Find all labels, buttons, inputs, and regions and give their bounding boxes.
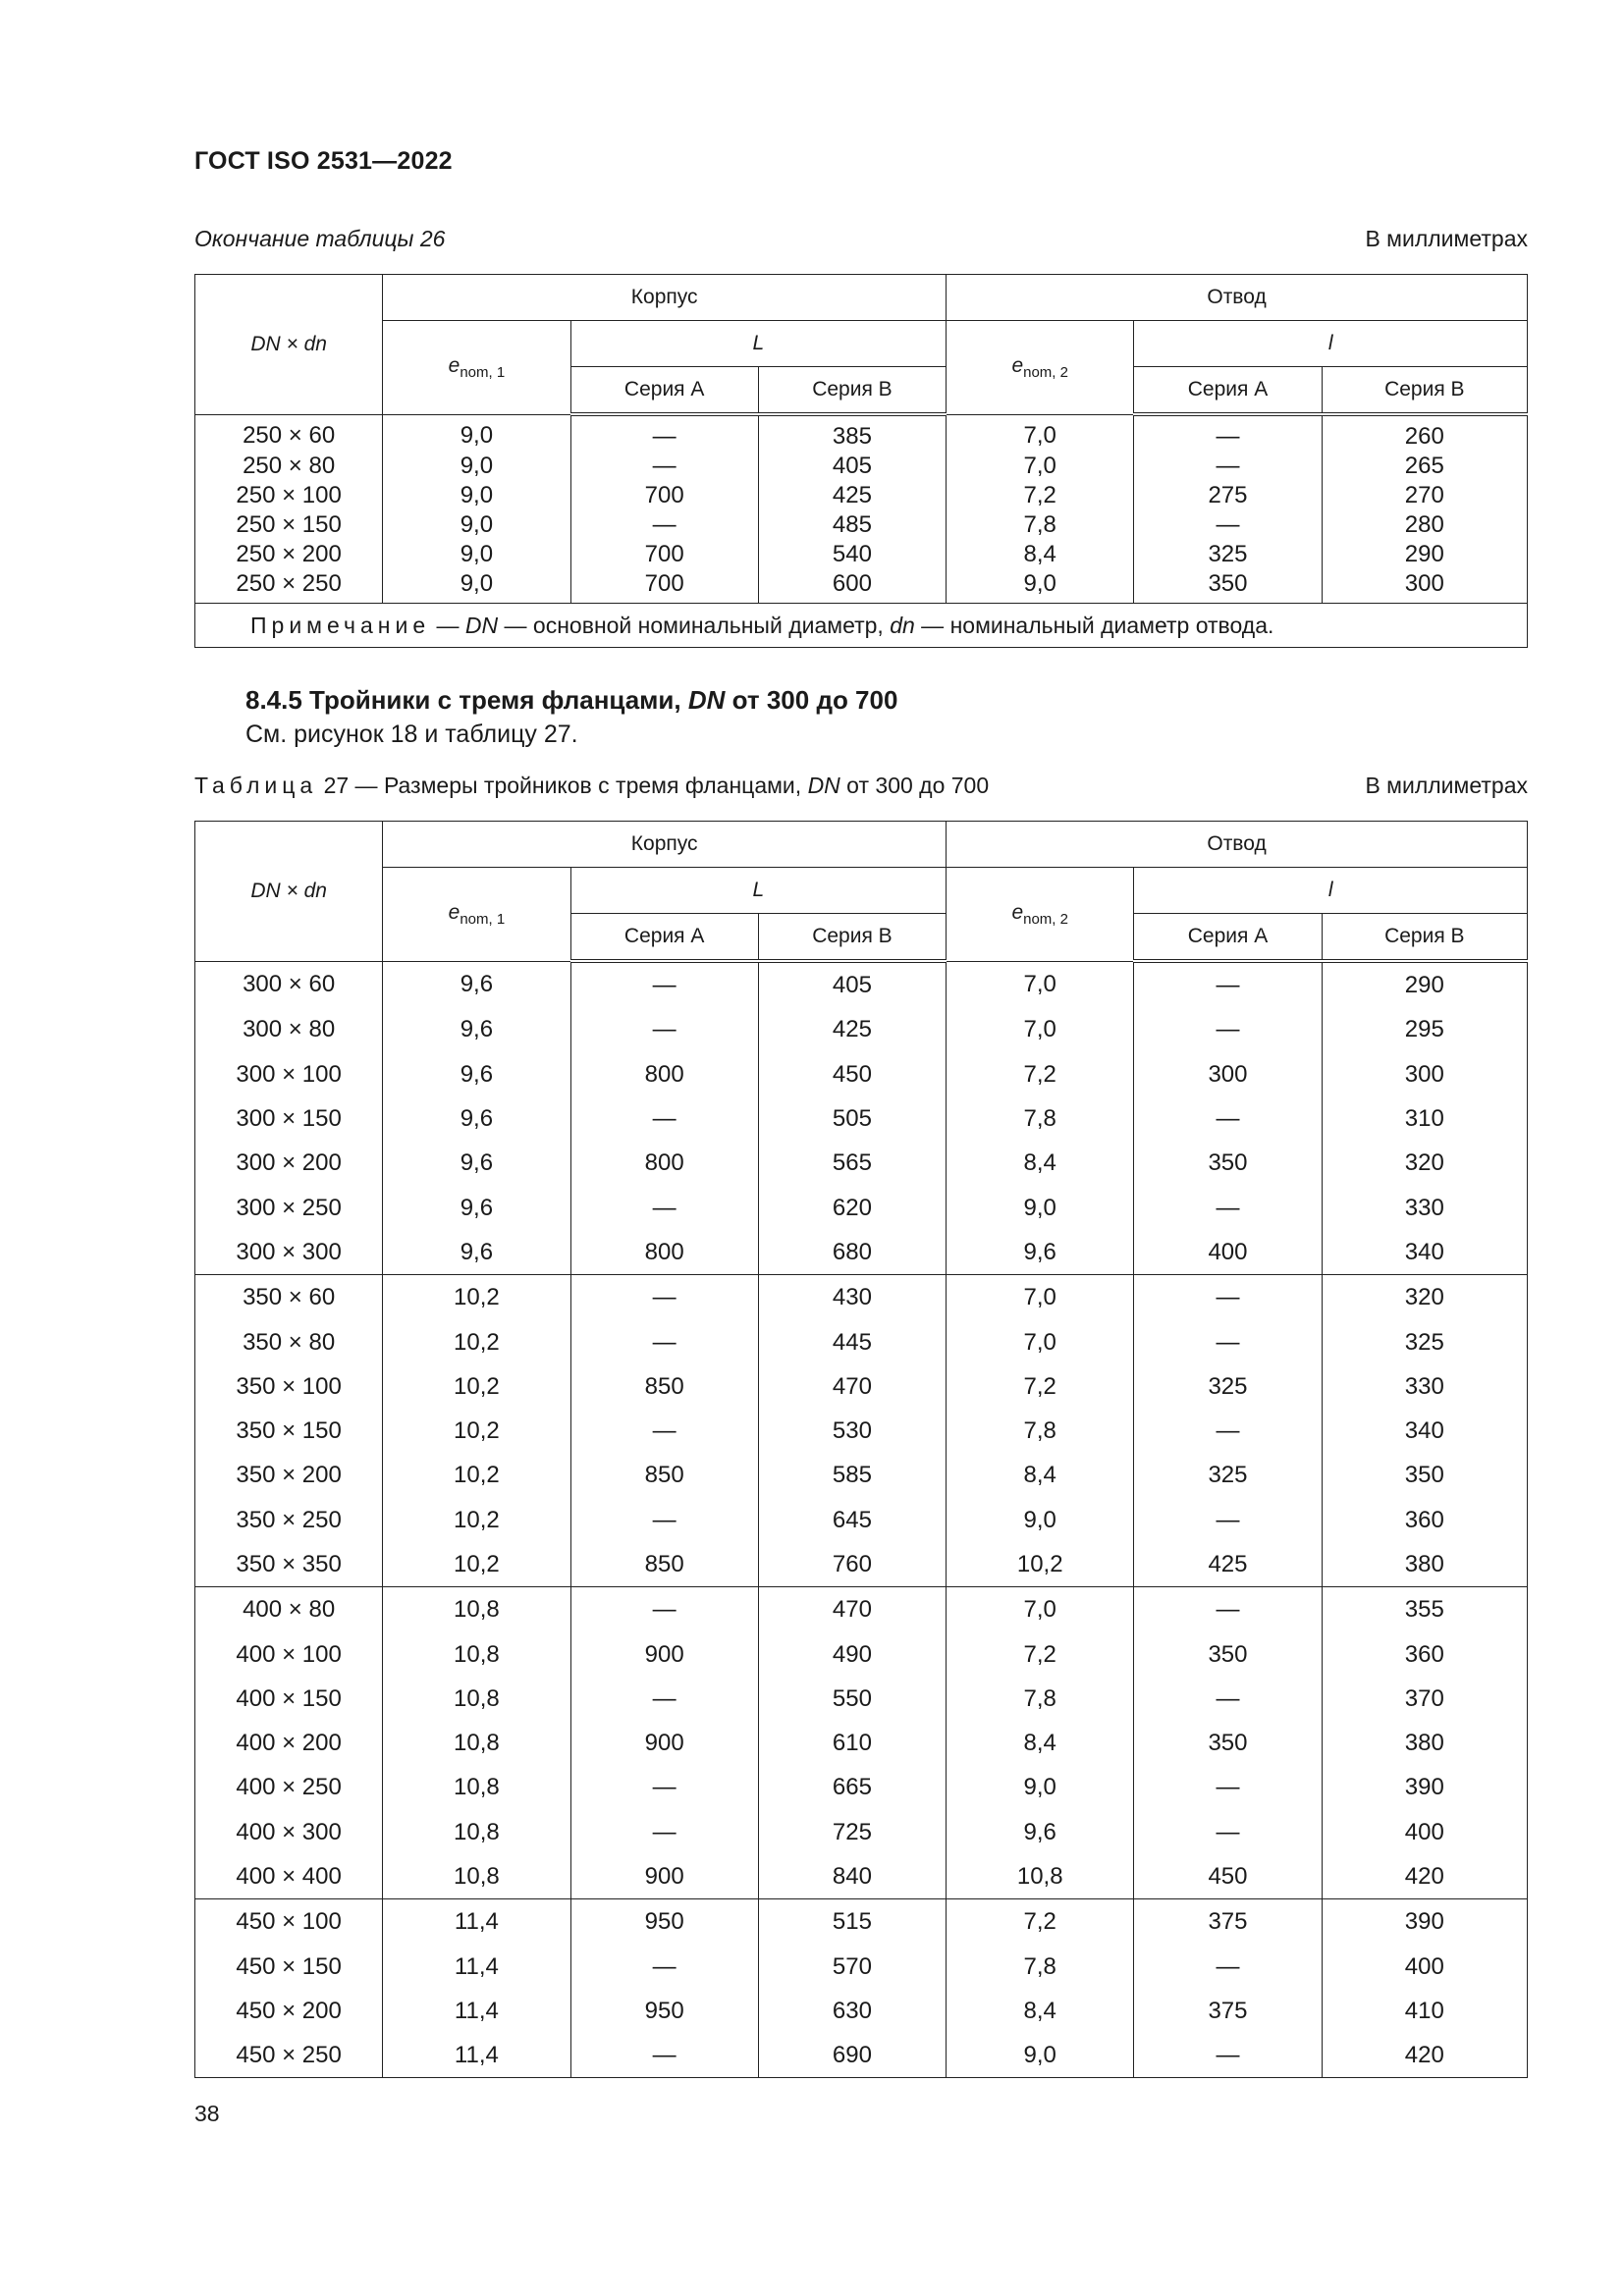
table-cell: 10,2	[383, 1409, 570, 1453]
table27-body	[195, 961, 1528, 2078]
col-dn-dn: DN × dn	[195, 822, 383, 962]
table-cell: 9,0	[383, 540, 570, 569]
table-cell: 840	[758, 1854, 946, 1899]
page-number: 38	[194, 2101, 220, 2126]
table-row	[195, 1319, 1528, 1363]
table-cell: 9,6	[947, 1810, 1134, 1854]
table-cell: 8,4	[947, 540, 1134, 569]
table-cell: 7,8	[947, 510, 1134, 540]
table-cell: 450 × 250	[195, 2033, 383, 2078]
table-row	[195, 1677, 1528, 1721]
col-dn-dn: DN × dn	[195, 275, 383, 415]
table-cell: —	[570, 1765, 758, 1809]
table-cell: 11,4	[383, 2033, 570, 2078]
table-cell: 250 × 200	[195, 540, 383, 569]
table-cell: 680	[758, 1230, 946, 1275]
table-cell: 9,0	[947, 2033, 1134, 2078]
col-L-series-b: Серия В	[758, 367, 946, 415]
table-cell: 9,0	[383, 510, 570, 540]
table-cell: 390	[1322, 1899, 1527, 1945]
table-cell: —	[570, 1677, 758, 1721]
table-cell: —	[570, 1945, 758, 1989]
table-cell: 355	[1322, 1587, 1527, 1632]
table-cell: 800	[570, 1141, 758, 1185]
table-cell: 7,0	[947, 1587, 1134, 1632]
table-cell: 550	[758, 1677, 946, 1721]
col-group-otvod: Отвод	[947, 275, 1528, 321]
table-cell: 390	[1322, 1765, 1527, 1809]
table-cell: 445	[758, 1319, 946, 1363]
table-cell: 260	[1322, 414, 1527, 452]
table-cell: 300 × 150	[195, 1096, 383, 1141]
table-row	[195, 961, 1528, 1007]
table-cell: 850	[570, 1542, 758, 1587]
table-cell: 350 × 80	[195, 1319, 383, 1363]
table-cell: 540	[758, 540, 946, 569]
table-cell: 340	[1322, 1230, 1527, 1275]
table-cell: 380	[1322, 1721, 1527, 1765]
table-cell: —	[570, 2033, 758, 2078]
table-row	[195, 1854, 1528, 1899]
table-cell: —	[1134, 1810, 1322, 1854]
table-cell: 9,0	[947, 569, 1134, 604]
table-cell: 7,0	[947, 452, 1134, 481]
col-l-series-b: Серия В	[1322, 367, 1527, 415]
table-cell: 350	[1134, 1631, 1322, 1676]
table-cell: 505	[758, 1096, 946, 1141]
table-cell: 725	[758, 1810, 946, 1854]
table-cell: 900	[570, 1721, 758, 1765]
table-cell: 450	[1134, 1854, 1322, 1899]
table-cell: 9,6	[947, 1230, 1134, 1275]
table-cell: 9,0	[383, 452, 570, 481]
table-cell: 300	[1322, 1052, 1527, 1096]
table-cell: 350 × 350	[195, 1542, 383, 1587]
table-cell: 300 × 250	[195, 1185, 383, 1229]
table-cell: 9,6	[383, 1185, 570, 1229]
table-cell: 300 × 300	[195, 1230, 383, 1275]
col-L-series-b: Серия В	[758, 914, 946, 962]
table-cell: 295	[1322, 1007, 1527, 1051]
table-cell: 410	[1322, 1989, 1527, 2033]
table-cell: —	[570, 1810, 758, 1854]
table-cell: 400 × 100	[195, 1631, 383, 1676]
table-cell: 265	[1322, 452, 1527, 481]
col-e-nom-1: $e_{nom, 1}$	[383, 868, 570, 962]
table-cell: 950	[570, 1989, 758, 2033]
table-cell: —	[1134, 1498, 1322, 1542]
table-row	[195, 1453, 1528, 1497]
table-cell: 420	[1322, 2033, 1527, 2078]
table-cell: 350	[1134, 569, 1322, 604]
table-cell: 470	[758, 1364, 946, 1409]
table-cell: —	[1134, 452, 1322, 481]
table-cell: 425	[758, 481, 946, 510]
table-row	[195, 1498, 1528, 1542]
table-cell: —	[1134, 1319, 1322, 1363]
table-cell: 7,0	[947, 1007, 1134, 1051]
table-cell: —	[1134, 1096, 1322, 1141]
table-row	[195, 1185, 1528, 1229]
table-cell: 400	[1322, 1810, 1527, 1854]
table-cell: 7,0	[947, 961, 1134, 1007]
table-cell: 300 × 80	[195, 1007, 383, 1051]
table-cell: 630	[758, 1989, 946, 2033]
table-cell: 800	[570, 1230, 758, 1275]
table-row	[195, 414, 1528, 452]
table-cell: 665	[758, 1765, 946, 1809]
section-reference: См. рисунок 18 и таблицу 27.	[245, 721, 578, 748]
table-row	[195, 1587, 1528, 1632]
table-cell: 400 × 200	[195, 1721, 383, 1765]
table-cell: 290	[1322, 961, 1527, 1007]
table-cell: 7,2	[947, 1899, 1134, 1945]
table26-note: Примечание — DN — основной номинальный диаметр, dn — номинальный диаметр отвода.	[195, 604, 1528, 648]
col-l-series-a: Серия А	[1134, 367, 1322, 415]
table-cell: 10,8	[383, 1631, 570, 1676]
table-cell: 9,0	[383, 569, 570, 604]
table-row	[195, 1765, 1528, 1809]
table-cell: —	[570, 452, 758, 481]
table-cell: 250 × 100	[195, 481, 383, 510]
table-row	[195, 2033, 1528, 2078]
table-cell: 400 × 150	[195, 1677, 383, 1721]
table-cell: 7,0	[947, 1275, 1134, 1320]
table-cell: 9,6	[383, 1052, 570, 1096]
table-cell: —	[1134, 2033, 1322, 2078]
table-cell: —	[1134, 1409, 1322, 1453]
table-cell: 425	[758, 1007, 946, 1051]
table-cell: 405	[758, 452, 946, 481]
table-cell: —	[570, 961, 758, 1007]
table-cell: 350 × 100	[195, 1364, 383, 1409]
table-cell: 10,8	[383, 1765, 570, 1809]
table-cell: 7,2	[947, 1052, 1134, 1096]
table-cell: —	[1134, 1275, 1322, 1320]
table-cell: 10,8	[383, 1721, 570, 1765]
table-cell: 950	[570, 1899, 758, 1945]
table-cell: 9,6	[383, 1096, 570, 1141]
table-cell: 620	[758, 1185, 946, 1229]
table-cell: 350	[1322, 1453, 1527, 1497]
table-cell: —	[570, 1007, 758, 1051]
table-cell: 9,6	[383, 961, 570, 1007]
table-cell: 330	[1322, 1364, 1527, 1409]
col-group-l: l	[1134, 321, 1528, 367]
table-cell: 700	[570, 569, 758, 604]
table-cell: 10,8	[383, 1854, 570, 1899]
table-row	[195, 1230, 1528, 1275]
table-cell: 10,2	[383, 1275, 570, 1320]
table-row	[195, 481, 1528, 510]
table-cell: —	[570, 1587, 758, 1632]
col-group-korpus: Корпус	[383, 275, 947, 321]
table-row	[195, 1096, 1528, 1141]
table-cell: 400	[1322, 1945, 1527, 1989]
table-cell: 11,4	[383, 1945, 570, 1989]
table-cell: 385	[758, 414, 946, 452]
table-cell: 350 × 200	[195, 1453, 383, 1497]
table-cell: 900	[570, 1631, 758, 1676]
table-cell: —	[1134, 1007, 1322, 1051]
table-cell: 350 × 250	[195, 1498, 383, 1542]
table-cell: 350	[1134, 1141, 1322, 1185]
table-cell: 9,6	[383, 1141, 570, 1185]
table-row	[195, 1542, 1528, 1587]
table-cell: 300	[1134, 1052, 1322, 1096]
section-title: 8.4.5 Тройники с тремя фланцами, DN от 300 до 700	[245, 685, 898, 715]
table-cell: 470	[758, 1587, 946, 1632]
table-cell: 300 × 200	[195, 1141, 383, 1185]
table-cell: 690	[758, 2033, 946, 2078]
table-cell: 400	[1134, 1230, 1322, 1275]
col-group-L: L	[570, 868, 947, 914]
table-row	[195, 1007, 1528, 1051]
table-cell: 380	[1322, 1542, 1527, 1587]
table-cell: 9,6	[383, 1007, 570, 1051]
col-e-nom-1: $e_{nom, 1}$	[383, 321, 570, 415]
table-cell: 9,0	[383, 414, 570, 452]
col-l-series-a: Серия А	[1134, 914, 1322, 962]
col-group-otvod: Отвод	[947, 822, 1528, 868]
table-cell: 7,0	[947, 1319, 1134, 1363]
table-row	[195, 1631, 1528, 1676]
table-row	[195, 1409, 1528, 1453]
table-cell: 400 × 400	[195, 1854, 383, 1899]
table-cell: 350 × 60	[195, 1275, 383, 1320]
table-cell: 565	[758, 1141, 946, 1185]
table-row	[195, 1810, 1528, 1854]
table-cell: 300 × 100	[195, 1052, 383, 1096]
table-cell: —	[1134, 1677, 1322, 1721]
table-cell: 320	[1322, 1141, 1527, 1185]
table-cell: 645	[758, 1498, 946, 1542]
table-cell: 250 × 150	[195, 510, 383, 540]
table-row	[195, 510, 1528, 540]
table-cell: 900	[570, 1854, 758, 1899]
table-cell: 330	[1322, 1185, 1527, 1229]
col-e-nom-2: $e_{nom, 2}$	[947, 321, 1134, 415]
table-cell: 340	[1322, 1409, 1527, 1453]
table-cell: 10,2	[947, 1542, 1134, 1587]
table-cell: 280	[1322, 510, 1527, 540]
table-cell: 310	[1322, 1096, 1527, 1141]
table-cell: —	[1134, 414, 1322, 452]
table27-units: В миллиметрах	[1365, 773, 1528, 798]
table-cell: —	[570, 510, 758, 540]
document-header: ГОСТ ISO 2531—2022	[194, 147, 453, 175]
table-cell: —	[570, 1498, 758, 1542]
table-cell: 7,2	[947, 1631, 1134, 1676]
col-group-l: l	[1134, 868, 1528, 914]
table-cell: 325	[1134, 540, 1322, 569]
table-cell: 375	[1134, 1899, 1322, 1945]
table-cell: 850	[570, 1364, 758, 1409]
table-cell: 8,4	[947, 1453, 1134, 1497]
table-cell: —	[1134, 510, 1322, 540]
table-cell: 530	[758, 1409, 946, 1453]
table-cell: 405	[758, 961, 946, 1007]
table-cell: 9,0	[947, 1765, 1134, 1809]
table-cell: 10,2	[383, 1364, 570, 1409]
table-cell: —	[570, 1409, 758, 1453]
table-cell: 8,4	[947, 1721, 1134, 1765]
table-cell: 275	[1134, 481, 1322, 510]
table-cell: 760	[758, 1542, 946, 1587]
table-row	[195, 569, 1528, 604]
table-cell: 360	[1322, 1631, 1527, 1676]
table-cell: 250 × 250	[195, 569, 383, 604]
table-26	[194, 274, 1528, 648]
table-cell: 600	[758, 569, 946, 604]
col-group-korpus: Корпус	[383, 822, 947, 868]
table-cell: —	[1134, 1587, 1322, 1632]
table-cell: 7,2	[947, 1364, 1134, 1409]
table-cell: —	[1134, 1945, 1322, 1989]
table-cell: 10,2	[383, 1542, 570, 1587]
table-cell: —	[570, 1319, 758, 1363]
table-cell: 9,0	[947, 1498, 1134, 1542]
table-cell: 700	[570, 481, 758, 510]
table-cell: 325	[1322, 1319, 1527, 1363]
table26-continuation-caption: Окончание таблицы 26	[194, 226, 446, 251]
table-cell: 250 × 80	[195, 452, 383, 481]
table-cell: 10,8	[383, 1587, 570, 1632]
table-row	[195, 452, 1528, 481]
col-L-series-a: Серия А	[570, 914, 758, 962]
table-cell: 9,6	[383, 1230, 570, 1275]
table-cell: 450 × 200	[195, 1989, 383, 2033]
table-cell: 425	[1134, 1542, 1322, 1587]
table-cell: 515	[758, 1899, 946, 1945]
table27-caption: Таблица 27 — Размеры тройников с тремя фланцами, DN от 300 до 700	[194, 773, 990, 798]
table26-body	[195, 414, 1528, 604]
table-cell: 10,8	[383, 1677, 570, 1721]
table-row	[195, 1141, 1528, 1185]
table-cell: 450 × 100	[195, 1899, 383, 1945]
table-cell: 10,8	[383, 1810, 570, 1854]
table-row	[195, 1899, 1528, 1945]
table-cell: 400 × 250	[195, 1765, 383, 1809]
table-cell: 570	[758, 1945, 946, 1989]
table-cell: 400 × 300	[195, 1810, 383, 1854]
table-cell: 850	[570, 1453, 758, 1497]
table-cell: —	[570, 414, 758, 452]
table-cell: 7,8	[947, 1945, 1134, 1989]
table-cell: 7,8	[947, 1677, 1134, 1721]
table-cell: 350 × 150	[195, 1409, 383, 1453]
table-cell: 7,8	[947, 1409, 1134, 1453]
table-row	[195, 540, 1528, 569]
table-cell: 9,0	[947, 1185, 1134, 1229]
table-cell: 8,4	[947, 1989, 1134, 2033]
table-cell: 7,0	[947, 414, 1134, 452]
table-cell: —	[570, 1096, 758, 1141]
table-cell: 490	[758, 1631, 946, 1676]
table-cell: 485	[758, 510, 946, 540]
table-row	[195, 1364, 1528, 1409]
table-cell: 290	[1322, 540, 1527, 569]
table-cell: 375	[1134, 1989, 1322, 2033]
table-cell: —	[570, 1275, 758, 1320]
table-cell: —	[1134, 1185, 1322, 1229]
table-cell: 585	[758, 1453, 946, 1497]
table-cell: 10,8	[947, 1854, 1134, 1899]
table-cell: 400 × 80	[195, 1587, 383, 1632]
table-cell: 10,2	[383, 1453, 570, 1497]
col-l-series-b: Серия В	[1322, 914, 1527, 962]
table-cell: 370	[1322, 1677, 1527, 1721]
table-cell: 11,4	[383, 1989, 570, 2033]
table-cell: 7,2	[947, 481, 1134, 510]
table-cell: 700	[570, 540, 758, 569]
table-cell: 7,8	[947, 1096, 1134, 1141]
col-e-nom-2: $e_{nom, 2}$	[947, 868, 1134, 962]
table-cell: 9,0	[383, 481, 570, 510]
table-cell: 320	[1322, 1275, 1527, 1320]
table-cell: 10,2	[383, 1319, 570, 1363]
table26-units: В миллиметрах	[1365, 226, 1528, 251]
table27-caption-row	[194, 773, 1528, 808]
table-row	[195, 1275, 1528, 1320]
table-cell: 325	[1134, 1453, 1322, 1497]
table-cell: 420	[1322, 1854, 1527, 1899]
table-cell: 800	[570, 1052, 758, 1096]
table-cell: 360	[1322, 1498, 1527, 1542]
table-cell: 300 × 60	[195, 961, 383, 1007]
table-row	[195, 1945, 1528, 1989]
col-group-L: L	[570, 321, 947, 367]
table-cell: 11,4	[383, 1899, 570, 1945]
table-cell: 350	[1134, 1721, 1322, 1765]
table-cell: —	[1134, 961, 1322, 1007]
table-cell: 325	[1134, 1364, 1322, 1409]
table-cell: 450 × 150	[195, 1945, 383, 1989]
table-cell: 270	[1322, 481, 1527, 510]
table-cell: 8,4	[947, 1141, 1134, 1185]
table-row	[195, 1721, 1528, 1765]
table-row	[195, 1052, 1528, 1096]
table-cell: 10,2	[383, 1498, 570, 1542]
table26-caption-row	[194, 226, 1528, 261]
table-27	[194, 821, 1528, 2078]
table-cell: 450	[758, 1052, 946, 1096]
table-cell: —	[570, 1185, 758, 1229]
table-row	[195, 1989, 1528, 2033]
table-cell: —	[1134, 1765, 1322, 1809]
table-cell: 300	[1322, 569, 1527, 604]
table-cell: 610	[758, 1721, 946, 1765]
table-cell: 430	[758, 1275, 946, 1320]
col-L-series-a: Серия А	[570, 367, 758, 415]
table-cell: 250 × 60	[195, 414, 383, 452]
